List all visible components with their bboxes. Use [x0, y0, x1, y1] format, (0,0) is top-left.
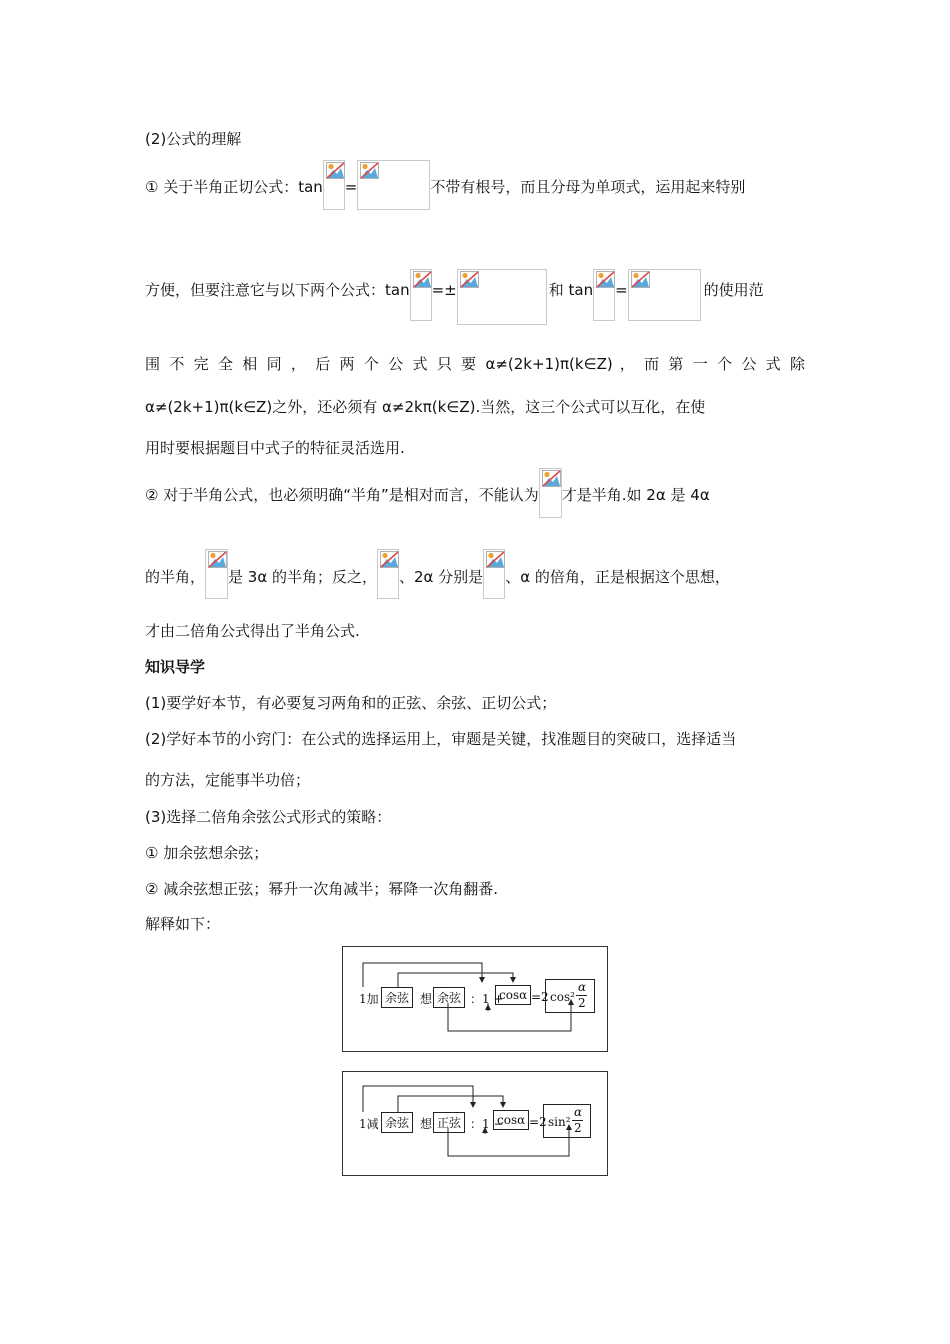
formula-image-icon — [457, 269, 547, 325]
text: =± — [431, 281, 457, 299]
paragraph-half-angle-examples — [145, 549, 730, 599]
formula-image-icon — [593, 269, 615, 321]
paragraph-range-line1: 围 不 完 全 相 同 ， 后 两 个 公 式 只 要 α≠(2k+1)π(k∈Z) ， 而 第 一 个 公 式 除 — [145, 355, 805, 373]
text: = — [344, 178, 358, 196]
diagram-equals: =2 — [529, 1115, 547, 1129]
guide-item-3: (3)选择二倍角余弦公式形式的策略： — [145, 808, 392, 826]
formula-image-icon — [539, 468, 562, 518]
formula-image-icon — [357, 160, 430, 210]
text: ① 关于半角正切公式：tan — [145, 178, 323, 196]
formula-image-icon — [323, 160, 345, 210]
diagram-box-cosine-2: 余弦 — [433, 987, 465, 1008]
diagram-operator: ：1 − — [470, 1117, 504, 1131]
guide-item-3a: ① 加余弦想余弦； — [145, 844, 269, 862]
diagram-box-sine: 正弦 — [433, 1112, 465, 1133]
paragraph-conclusion: 才由二倍角公式得出了半角公式. — [145, 622, 360, 640]
text: 、2α 分别是 — [398, 568, 484, 586]
diagram-prefix: 1加 — [359, 992, 379, 1006]
diagram-result-box — [545, 979, 595, 1013]
guide-item-2-cont: 的方法，定能事半功倍； — [145, 771, 311, 789]
text: 的半角， — [145, 568, 206, 586]
diagram-frac-den: 2 — [574, 1121, 582, 1135]
diagram-result-func: sin² — [548, 1115, 571, 1129]
diagram-think: 想 — [420, 1117, 433, 1131]
diagram-box-cosine: 余弦 — [381, 1112, 413, 1133]
formula-image-icon — [628, 269, 701, 321]
diagram-equals: =2 — [531, 990, 549, 1004]
diagram-frac-num: α — [574, 1105, 583, 1119]
paragraph-range-line2: α≠(2k+1)π(k∈Z)之外，还必须有 α≠2kπ(k∈Z).当然，这三个公式可以互化，在使 — [145, 398, 706, 416]
diagram-box-cos-alpha: cosα — [493, 1110, 529, 1130]
guide-explain: 解释如下： — [145, 915, 221, 933]
section-title-knowledge-guide: 知识导学 — [145, 658, 206, 676]
text: 和 tan — [548, 281, 594, 299]
diagram-box-cosine: 余弦 — [381, 987, 413, 1008]
diagram-subtract-cosine — [342, 1071, 608, 1176]
diagram-result-func: cos² — [550, 990, 575, 1004]
formula-image-icon — [410, 269, 432, 321]
paragraph-range-line3: 用时要根据题目中式子的特征灵活选用. — [145, 439, 405, 457]
text: 、α 的倍角，正是根据这个思想， — [505, 568, 730, 586]
paragraph-half-angle-relative — [145, 468, 710, 518]
text: 的使用范 — [703, 281, 764, 299]
diagram-box-cos-alpha: cosα — [495, 985, 531, 1005]
text: ② 对于半角公式，也必须明确“半角”是相对而言，不能认为 — [145, 486, 539, 504]
diagram-prefix: 1减 — [359, 1117, 379, 1131]
text: 才是半角.如 2α 是 4α — [561, 486, 710, 504]
subheading-understanding: (2)公式的理解 — [145, 130, 242, 148]
diagram-add-cosine — [342, 946, 608, 1052]
diagram-think: 想 — [420, 992, 433, 1006]
diagram-frac-den: 2 — [578, 996, 586, 1010]
guide-item-1: (1)要学好本节，有必要复习两角和的正弦、余弦、正切公式； — [145, 694, 557, 712]
text: 不带有根号，而且分母为单项式，运用起来特别 — [430, 178, 746, 196]
text: 是 3α 的半角；反之， — [228, 568, 377, 586]
diagram-result-box — [543, 1104, 591, 1138]
paragraph-tan-half-angle — [145, 160, 745, 210]
formula-image-icon — [205, 549, 228, 599]
diagram-operator: ：1 + — [470, 992, 504, 1006]
diagram-frac-num: α — [578, 980, 587, 994]
formula-image-icon — [377, 549, 399, 599]
guide-item-3b: ② 减余弦想正弦；幂升一次角减半；幂降一次角翻番. — [145, 880, 498, 898]
text: = — [615, 281, 628, 299]
formula-image-icon — [483, 549, 505, 599]
guide-item-2: (2)学好本节的小窍门：在公式的选择运用上，审题是关键，找准题目的突破口，选择适当 — [145, 730, 737, 748]
text: 方便，但要注意它与以下两个公式：tan — [145, 281, 410, 299]
paragraph-tan-two-formulas — [145, 269, 764, 325]
